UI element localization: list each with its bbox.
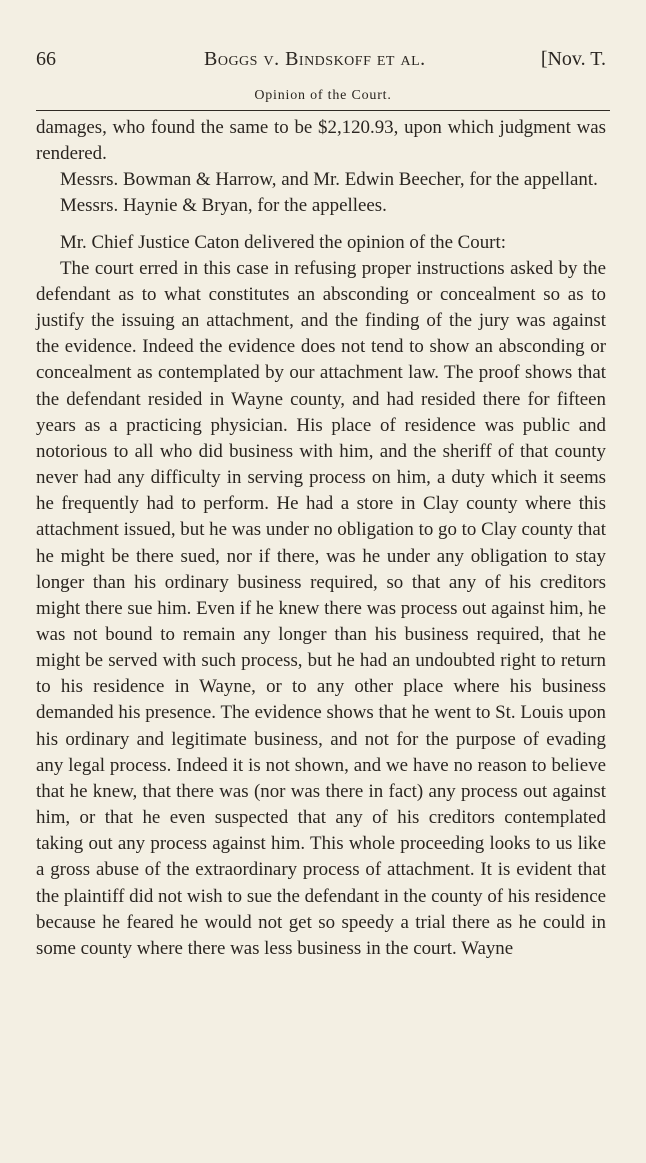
body-text: [36, 115, 606, 962]
section-label: Opinion of the Court.: [254, 88, 392, 103]
term-label: [Nov. T.: [540, 48, 606, 70]
opinion-intro: Mr. Chief Justice Caton delivered the opinion of the Court:: [60, 231, 506, 253]
paragraph-gap: [36, 220, 606, 230]
case-title: Boggs v. Bindskoff et al.: [204, 48, 426, 70]
header-rule: [36, 110, 610, 111]
page-number: 66: [36, 48, 56, 70]
opinion-body: The court erred in this case in refusing proper instructions asked by the defendant as to what constitutes an absconding or concealment so as to justify the issuing an attachment, and the finding of the jury was against the evidence. Indeed the evidence does not tend to show an absconding or concealment as contemplated by our attachment law. The proof shows that the defendant resided in Wayne county, and had resided there for fifteen years as a practicing physician. His place of residence was public and notorious to all who did business with him, and the sheriff of that county never had any difficulty in serving process on him, a duty which it seems he frequently had to perform. He had a store in Clay county where this attachment issued, but he was under no obligation to go to Clay county that he might be there sued, nor if there, was he under any obligation to stay longer than his ordinary business required, so that any of his creditors might there sue him. Even if he knew there was process out against him, he was not bound to remain any longer than his business required, that he might be served with such process, but he had an undoubted right to return to his residence in Wayne, or to any other place where his business demanded his presence. The evidence shows that he went to St. Louis upon his ordinary and legitimate business, and not for the purpose of evading any legal process. Indeed it is not shown, and we have no reason to believe that he knew, that there was (nor was there in fact) any process out against him, or that he even suspected that any of his creditors contemplated taking out any process against him. This whole proceeding looks to us like a gross abuse of the extraordinary process of attachment. It is evident that the plaintiff did not wish to sue the defendant in the county of his residence because he feared he would not get so speedy a trial there as he could in some county where there was less business in the court. Wayne: [36, 257, 606, 959]
appellee-counsel: Messrs. Haynie & Bryan, for the appellees.: [60, 195, 387, 217]
book-page: [36, 40, 610, 959]
damages-paragraph: damages, who found the same to be $2,120.93, upon which judgment was rendered.: [36, 117, 606, 165]
appellant-counsel: Messrs. Bowman & Harrow, and Mr. Edwin Beecher, for the appellant.: [60, 169, 598, 191]
running-head: [36, 40, 610, 103]
